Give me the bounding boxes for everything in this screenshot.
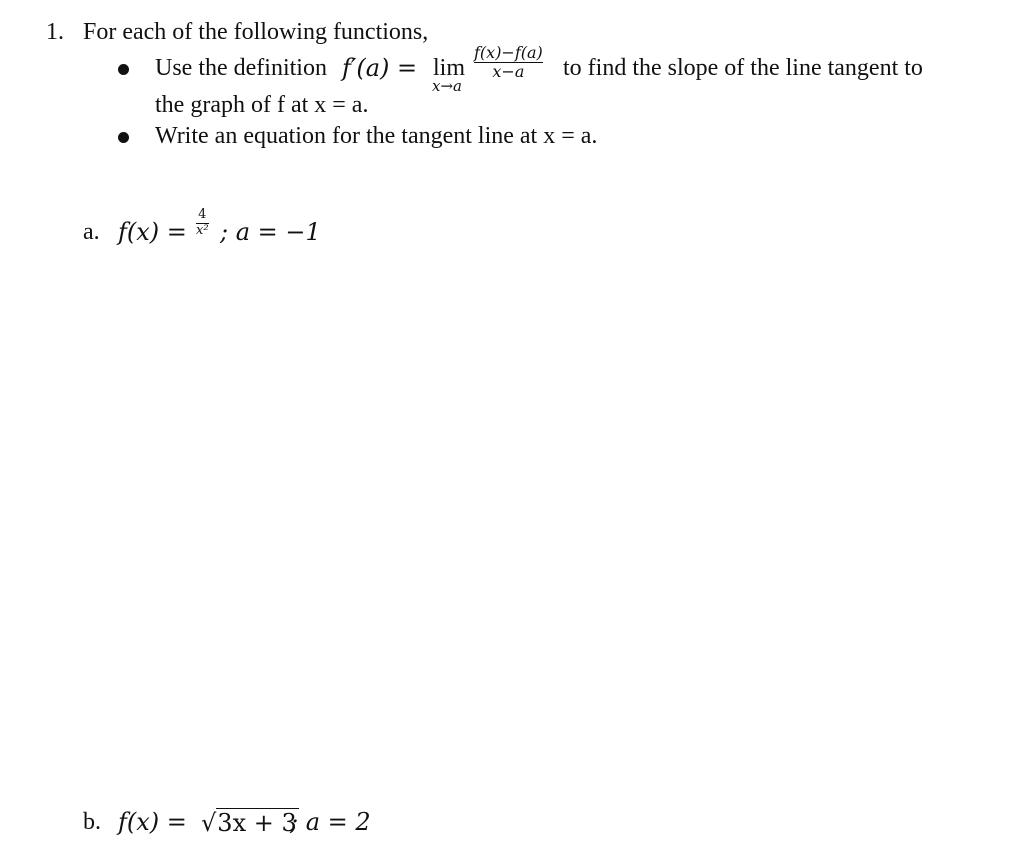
part-b-point: ; a = 2 [290, 808, 371, 836]
limit-subscript: x→a [432, 77, 462, 95]
limit-operator: lim [433, 55, 466, 81]
part-b-label: b. [83, 809, 101, 835]
part-a-fraction-numerator: 4 [198, 207, 207, 222]
definition-fraction [474, 44, 543, 82]
problem-intro: For each of the following functions, [83, 19, 429, 45]
bullet1-continuation: the graph of f at x = a. [155, 92, 369, 118]
part-a-label: a. [83, 219, 100, 245]
bullet-dot-1 [118, 64, 129, 75]
part-b-square-root [201, 808, 299, 837]
part-b-radicand: 3x + 3 [217, 809, 297, 837]
part-a-fraction-denominator: x² [196, 222, 209, 238]
problem-number: 1. [46, 19, 64, 45]
part-a-fraction [196, 208, 209, 239]
definition-fraction-numerator: f(x)−f(a) [474, 43, 543, 62]
definition-fraction-denominator: x−a [492, 62, 525, 82]
part-b-function-lhs: f(x) = [118, 808, 187, 836]
bullet2-text: Write an equation for the tangent line at x = a. [155, 123, 598, 149]
part-a-function-lhs: f(x) = [118, 218, 187, 246]
radical-sign: √ [201, 809, 217, 837]
bullet1-text-after: to find the slope of the line tangent to [563, 55, 923, 81]
definition-lhs: f′(a) = [342, 54, 418, 82]
bullet-dot-2 [118, 132, 129, 143]
bullet1-text-before: Use the definition [155, 55, 327, 81]
part-a-point: ; a = −1 [220, 218, 321, 246]
